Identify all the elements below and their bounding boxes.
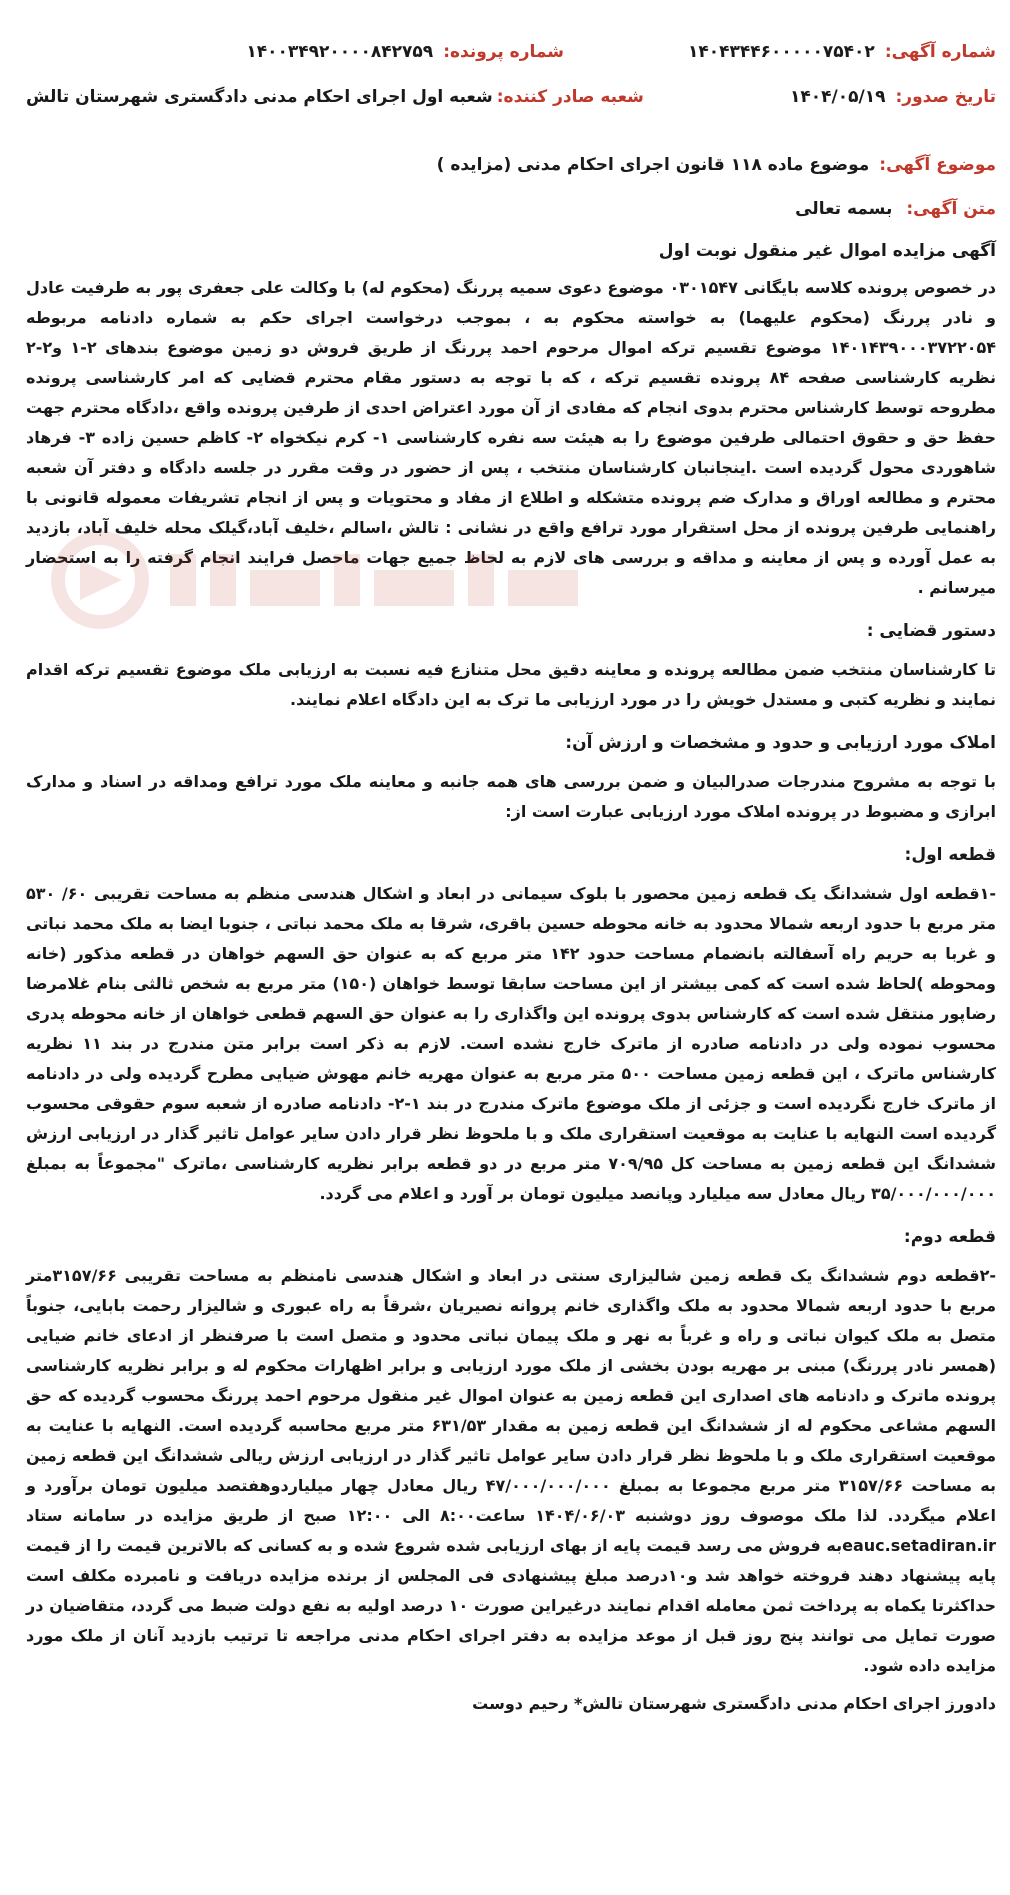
- notice-subject: [26, 153, 996, 177]
- bismillah: بسمه تعالی: [795, 199, 893, 219]
- notice-number-value: ۱۴۰۴۳۴۴۶۰۰۰۰۰۷۵۴۰۲: [688, 42, 875, 62]
- case-number-value: ۱۴۰۰۳۴۹۲۰۰۰۰۸۴۲۷۵۹: [246, 42, 434, 62]
- parcel1-text: -۱قطعه اول ششدانگ یک قطعه زمین محصور با بلوک سیمانی در ابعاد و اشکال هندسی منظم به مساحت تقریبی ۶۰/ ۵۳۰ متر مربع با حدود اربعه شمالا محدود به خانه محوطه حسین باقری، شرقا به ملک محمد نباتی ، جنوبا ایضا به ملک محمد نباتی و غربا به حریم راه آسفالته بانضمام مساحت حدود ۱۴۲ متر مربع که به عنوان حق السهم خواهان در قطعه مذکور (خانه ومحوطه )لحاظ شده است که کمی بیشتر از این مساحت سابقا توسط خواهان (۱۵۰) متر مربع به شخص ثالثی بنام غلامرضا رضاپور منتقل شده است که کارشناس بدوی پرونده این واگذاری را به عنوان حق السهم قطعی خواهان از خانه محوطه پدری محسوب نموده ولی در دادنامه صادره از ماترک خارج نشده است. لازم به ذکر است برابر متن مندرج در بند ۱۱ نظریه کارشناس ماترک ، این قطعه زمین مساحت ۵۰۰ متر مربع به عنوان مهریه خانم مهوش ضیایی مطرح گردیده ولی در دادنامه از ماترک خارج نگردیده است و جزئی از ملک موضوع ماترک مندرج در بند ۱-۲- دادنامه صادره از شعبه سوم حقوقی محسوب گردیده است النهایه با عنایت به موقعیت استقراری ملک و با ملحوظ نظر قرار دادن سایر عوامل تاثیر گذار در ارزیابی ارزش ششدانگ این قطعه زمین به مساحت کل ۷۰۹/۹۵ متر مربع در دو قطعه برابر نظریه کارشناسی ،ماترک "مجموعاً به بمبلغ ۳۵/۰۰۰/۰۰۰/۰۰۰ ریال معادل سه میلیارد وپانصد میلیون تومان بر آورد و اعلام می گردد.: [26, 884, 996, 1203]
- issuing-branch: [26, 85, 644, 109]
- notice-title: آگهی مزایده اموال غیر منقول نوبت اول: [658, 241, 996, 261]
- signature: دادورز اجرای احکام مدنی دادگستری شهرستان تالش* رحیم دوست: [472, 1694, 996, 1713]
- properties-title: املاک مورد ارزیابی و حدود و مشخصات و ارزش آن:: [565, 733, 996, 753]
- subject-value: موضوع ماده ۱۱۸ قانون اجرای احکام مدنی (مزایده ): [436, 155, 870, 175]
- notice-text-label: [26, 197, 996, 221]
- issue-date-label: تاریخ صدور:: [895, 87, 996, 107]
- issuing-branch-label: شعبه صادر کننده:: [496, 87, 644, 107]
- parcel1-title: قطعه اول:: [904, 845, 996, 865]
- issuing-branch-value: شعبه اول اجرای احکام مدنی دادگستری شهرستان تالش: [26, 87, 493, 107]
- properties-text: با توجه به مشروح مندرجات صدرالبیان و ضمن بررسی های همه جانبه و معاینه ملک مورد ترافع ومداقه در اسناد و مدارک ابرازی و مضبوط در پرونده املاک مورد ارزیابی عبارت است از:: [26, 772, 996, 821]
- judicial-order-title: دستور قضایی :: [866, 621, 996, 641]
- header-row-1: [26, 40, 996, 64]
- issue-date: [644, 85, 996, 109]
- intro-paragraph: در خصوص پرونده کلاسه بایگانی ۰۳۰۱۵۴۷ موضوع دعوی سمیه پررنگ (محکوم له) با وکالت علی جعفری پور به طرفیت عادل و نادر پررنگ (محکوم علیهما) به خواسته محکوم به ، بموجب درخواست اجرای حکم به شماره دادنامه مربوطه ۱۴۰۱۴۳۹۰۰۰۳۷۲۲۰۵۴ موضوع تقسیم ترکه اموال مرحوم احمد پررنگ از طریق فروش دو زمین موضوع بندهای ۲-۱ و۲-۲ نظریه کارشناسی صفحه ۸۴ پرونده تقسیم ترکه ، که با توجه به دستور مقام محترم قضایی که امر کارشناسی پرونده مطروحه توسط کارشناس محترم بدوی انجام که مفادی از آن مورد اعتراض احدی از طرفین پرونده واقع ،دادگاه محترم جهت حفظ حق و حقوق احتمالی طرفین موضوع را به هیئت سه نفره کارشناسی ۱- کرم نیکخواه ۲- کاظم حسین زاده ۳- فرهاد شاهوردی محول گردیده است .اینجانبان کارشناسان منتخب ، پس از حضور در وقت مقرر در جلسه دادگاه و دفتر آن شعبه محترم و مطالعه اوراق و مدارک ضم پرونده متشکله و اطلاع از مفاد و محتویات و پس از انجام تشریفات معموله قانونی با راهنمایی طرفین پرونده از محل استقرار مورد ترافع واقع در نشانی : تالش ،اسالم ،خلیف آباد،گیلک محله خلیف آباد، بازدید به عمل آورده و پس از معاینه و مداقه و بررسی های لازم به لحاظ جمیع جهات ماحصل فرایند انجام گرفته را به استحضار میرسانم .: [26, 278, 997, 597]
- text-label: متن آگهی:: [906, 199, 996, 219]
- parcel2-text: -۲قطعه دوم ششدانگ یک قطعه زمین شالیزاری سنتی در ابعاد و اشکال هندسی نامنظم به مساحت تقریبی ۳۱۵۷/۶۶متر مربع با حدود اربعه شمالا محدود به ملک واگذاری خانم پروانه نصیریان ،شرقاً به راه عبوری و شالیزار رحمت بابایی، جنوباً متصل به ملک کیوان نباتی و راه و غرباً به نهر و ملک پیمان نباتی محدود و متصل است با صرفنظر از ادعای خانم ضیایی (همسر نادر پررنگ) مبنی بر مهریه بودن بخشی از ملک مورد ارزیابی و برابر اظهارات محکوم له و برابر نظریه کارشناسی پرونده ماترک و دادنامه های اصداری این قطعه زمین به عنوان اموال غیر منقول مرحوم احمد پررنگ محسوب گردیده که حق السهم مشاعی محکوم له از ششدانگ این قطعه زمین به مقدار ۶۳۱/۵۳ متر مربع محاسبه گردیده است. النهایه با عنایت به موقعیت استقراری ملک و با ملحوظ نظر قرار دادن سایر عوامل تاثیر گذار در ارزیابی ارزش ریالی ششدانگ این قطعه زمین به مساحت ۳۱۵۷/۶۶ متر مربع مجموعا به بمبلغ ۴۷/۰۰۰/۰۰۰/۰۰۰ ریال معادل چهار میلیاردوهفتصد میلیون تومان برآورد و اعلام میگردد. لذا ملک موصوف روز دوشنبه ۱۴۰۴/۰۶/۰۳ ساعت۸:۰۰ الی ۱۲:۰۰ صبح از طریق مزایده در سامانه ستاد eauc.setadiran.irبه فروش می رسد قیمت پایه از بهای ارزیابی شده شروع شده و به کسانی که بالاترین قیمت را از قیمت پایه پیشنهاد دهند فروخته خواهد شد و۱۰درصد مبلغ پیشنهادی فی المجلس از برنده مزایده دریافت و نامبرده مکلف است حداکثرتا یکماه به پرداخت ثمن معامله اقدام نمایند درغیراین صورت ۱۰ درصد اولیه به نفع دولت ضبط می گردد، متقاضیان در صورت تمایل می توانند پنج روز قبل از موعد مزایده به دفتر اجرای احکام مدنی مراجعه تا ترتیب بازدید آنان از ملک مورد مزایده داده شود.: [26, 1266, 997, 1675]
- notice-number-label: شماره آگهی:: [884, 42, 996, 62]
- subject-label: موضوع آگهی:: [879, 155, 996, 175]
- judicial-order-text: تا کارشناسان منتخب ضمن مطالعه پرونده و معاینه دقیق محل متنازع فیه نسبت به ارزیابی ملک موضوع تقسیم ترکه اقدام نمایند و نظریه کتبی و مستدل خویش را در مورد ارزیابی ما ترک به این دادگاه اعلام نمایند.: [26, 660, 996, 709]
- case-number: [246, 40, 564, 64]
- notice-number: [564, 40, 996, 64]
- issue-date-value: ۱۴۰۴/۰۵/۱۹: [790, 87, 886, 107]
- parcel2-title: قطعه دوم:: [903, 1227, 996, 1247]
- header-row-2: [26, 85, 996, 109]
- case-number-label: شماره پرونده:: [443, 42, 564, 62]
